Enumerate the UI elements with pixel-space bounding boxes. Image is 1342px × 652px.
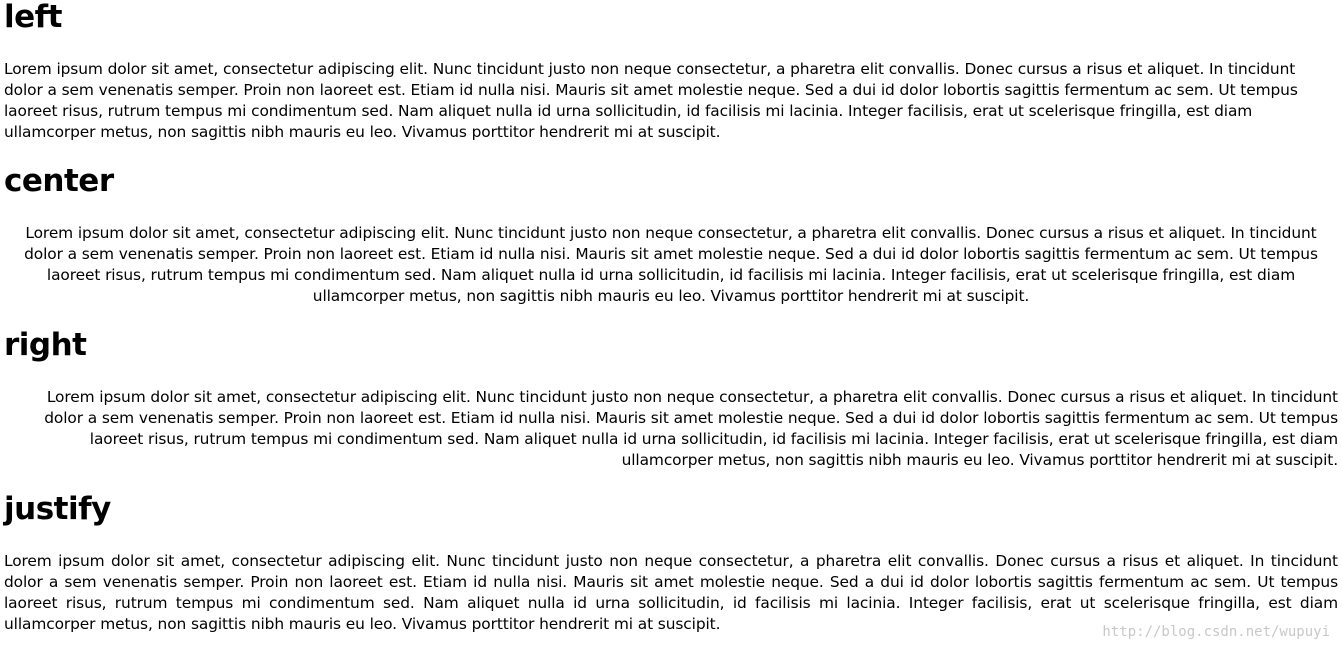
paragraph-right-aligned: Lorem ipsum dolor sit amet, consectetur adipiscing elit. Nunc tincidunt justo non neque consectetur, a pharetra elit convallis. Donec cursus a risus et aliquet. In tincidunt dolor a sem venenatis semper. Proin non laoreet est. Etiam id nulla nisi. Mauris sit amet molestie neque. Sed a dui id dolor lobortis sagittis fermentum ac sem. Ut tempus laoreet risus, rutrum tempus mi condimentum sed. Nam aliquet nulla id urna sollicitudin, id facilisis mi lacinia. Integer facilisis, erat ut scelerisque fringilla, est diam ullamcorper metus, non sagittis nibh mauris eu leo. Vivamus porttitor hendrerit mi at suscipit.	[44, 388, 1338, 469]
paragraph-justified: Lorem ipsum dolor sit amet, consectetur adipiscing elit. Nunc tincidunt justo non neque consectetur, a pharetra elit convallis. Donec cursus a risus et aliquet. In tincidunt dolor a sem venenatis semper. Proin non laoreet est. Etiam id nulla nisi. Mauris sit amet molestie neque. Sed a dui id dolor lobortis sagittis fermentum ac sem. Ut tempus laoreet risus, rutrum tempus mi condimentum sed. Nam aliquet nulla id urna sollicitudin, id facilisis mi lacinia. Integer facilisis, erat ut scelerisque fringilla, est diam ullamcorper metus, non sagittis nibh mauris eu leo. Vivamus porttitor hendrerit mi at suscipit.	[4, 552, 1338, 633]
section-heading-left: left	[4, 0, 62, 35]
watermark-url: http://blog.csdn.net/wupuyi	[1102, 624, 1330, 640]
paragraph-center-aligned: Lorem ipsum dolor sit amet, consectetur adipiscing elit. Nunc tincidunt justo non neque consectetur, a pharetra elit convallis. Donec cursus a risus et aliquet. In tincidunt dolor a sem venenatis semper. Proin non laoreet est. Etiam id nulla nisi. Mauris sit amet molestie neque. Sed a dui id dolor lobortis sagittis fermentum ac sem. Ut tempus laoreet risus, rutrum tempus mi condimentum sed. Nam aliquet nulla id urna sollicitudin, id facilisis mi lacinia. Integer facilisis, erat ut scelerisque fringilla, est diam ullamcorper metus, non sagittis nibh mauris eu leo. Vivamus porttitor hendrerit mi at suscipit.	[24, 224, 1318, 305]
page-content	[4, 0, 1338, 635]
section-center	[4, 164, 1338, 307]
section-left	[4, 0, 1338, 143]
paragraph-left-aligned: Lorem ipsum dolor sit amet, consectetur adipiscing elit. Nunc tincidunt justo non neque consectetur, a pharetra elit convallis. Donec cursus a risus et aliquet. In tincidunt dolor a sem venenatis semper. Proin non laoreet est. Etiam id nulla nisi. Mauris sit amet molestie neque. Sed a dui id dolor lobortis sagittis fermentum ac sem. Ut tempus laoreet risus, rutrum tempus mi condimentum sed. Nam aliquet nulla id urna sollicitudin, id facilisis mi lacinia. Integer facilisis, erat ut scelerisque fringilla, est diam ullamcorper metus, non sagittis nibh mauris eu leo. Vivamus porttitor hendrerit mi at suscipit.	[4, 60, 1298, 141]
section-heading-justify: justify	[4, 491, 111, 527]
section-heading-right: right	[4, 327, 87, 363]
section-right	[4, 328, 1338, 471]
section-heading-center: center	[4, 163, 114, 199]
section-justify	[4, 492, 1338, 635]
